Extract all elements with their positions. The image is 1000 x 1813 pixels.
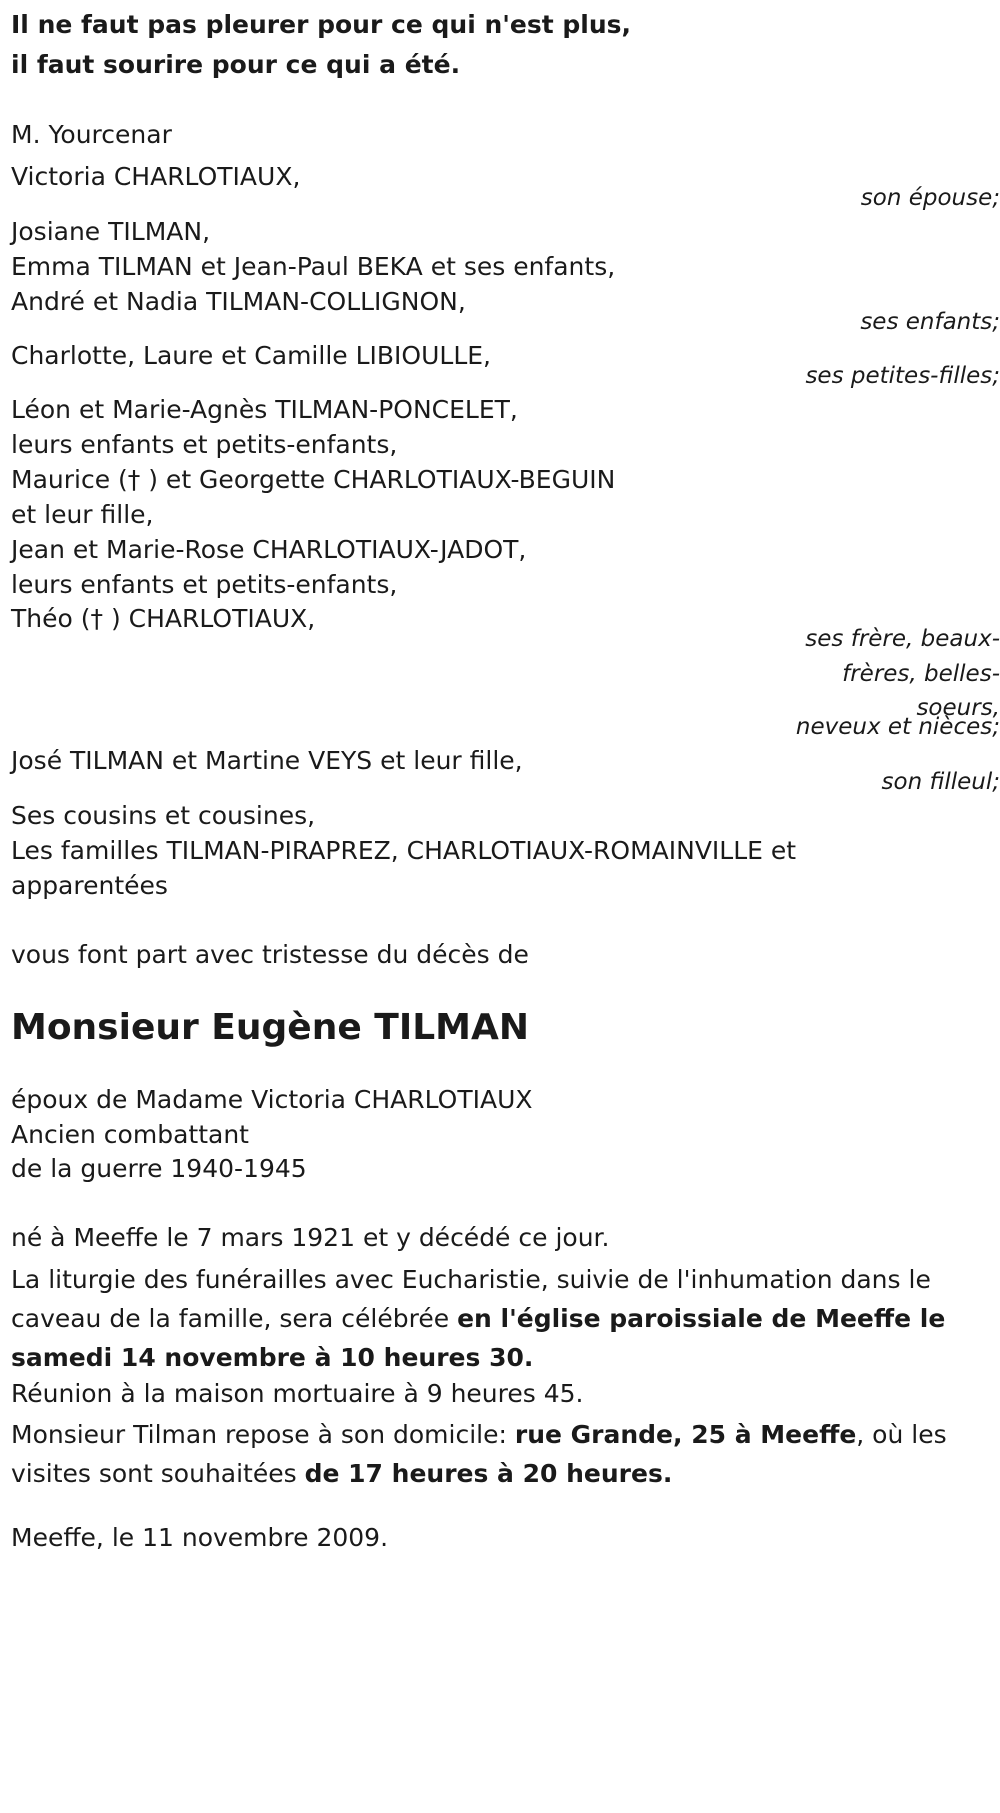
birth-death: né à Meeffe le 7 mars 1921 et y décédé ce jour. — [11, 1223, 610, 1252]
visits-address: rue Grande, 25 à Meeffe — [514, 1420, 857, 1449]
visits-hours: de 17 heures à 20 heures. — [304, 1459, 673, 1488]
epigraph-line-1: Il ne faut pas pleurer pour ce qui n'est plus, — [11, 10, 632, 39]
children-role: ses enfants; — [860, 309, 1000, 335]
spouse-role: son épouse; — [860, 185, 1000, 211]
sibling-line-3: Maurice († ) et Georgette CHARLOTIAUX-BEGUIN — [11, 465, 616, 494]
sibling-line-1: Léon et Marie-Agnès TILMAN-PONCELET, — [11, 395, 518, 424]
liturgy-paragraph — [11, 1260, 996, 1377]
siblings-role-1: ses frère, beaux- — [805, 626, 1000, 652]
spouse-name: Victoria CHARLOTIAUX, — [11, 162, 301, 191]
liturgy-text: La liturgie des funérailles avec Eucharistie, suivie de l'inhumation dans le caveau de la famille, sera célébrée — [11, 1265, 931, 1333]
granddaughters-role: ses petites-filles; — [805, 363, 1000, 389]
place-date: Meeffe, le 11 novembre 2009. — [11, 1523, 389, 1552]
granddaughters-names: Charlotte, Laure et Camille LIBIOULLE, — [11, 341, 491, 370]
deceased-detail-3: de la guerre 1940-1945 — [11, 1154, 307, 1183]
visits-paragraph — [11, 1415, 996, 1493]
godson-names: José TILMAN et Martine VEYS et leur fille, — [11, 746, 523, 775]
reunion: Réunion à la maison mortuaire à 9 heures 45. — [11, 1379, 584, 1408]
siblings-role-3: soeurs, — [916, 695, 1000, 721]
liturgy-location-time: en l'église paroissiale de Meeffe le samedi 14 novembre à 10 heures 30. — [11, 1304, 946, 1372]
child-2: Emma TILMAN et Jean-Paul BEKA et ses enfants, — [11, 252, 616, 281]
deceased-detail-2: Ancien combattant — [11, 1120, 249, 1149]
deceased-detail-1: époux de Madame Victoria CHARLOTIAUX — [11, 1085, 533, 1114]
epigraph-author: M. Yourcenar — [11, 120, 172, 149]
sibling-line-2: leurs enfants et petits-enfants, — [11, 430, 398, 459]
others-line-1: Ses cousins et cousines, — [11, 801, 316, 830]
siblings-role-2: frères, belles- — [842, 661, 1000, 687]
sibling-line-6: leurs enfants et petits-enfants, — [11, 570, 398, 599]
deceased-name: Monsieur Eugène TILMAN — [11, 1007, 529, 1048]
child-1: Josiane TILMAN, — [11, 217, 211, 246]
announcement: vous font part avec tristesse du décès de — [11, 940, 529, 969]
godson-role: son filleul; — [881, 769, 1000, 795]
epigraph-line-2: il faut sourire pour ce qui a été. — [11, 50, 461, 79]
child-3: André et Nadia TILMAN-COLLIGNON, — [11, 287, 466, 316]
others-line-2: Les familles TILMAN-PIRAPREZ, CHARLOTIAUX-ROMAINVILLE et — [11, 836, 797, 865]
sibling-line-7: Théo († ) CHARLOTIAUX, — [11, 604, 316, 633]
others-line-3: apparentées — [11, 871, 168, 900]
visits-text-1: Monsieur Tilman repose à son domicile: — [11, 1420, 515, 1449]
sibling-line-5: Jean et Marie-Rose CHARLOTIAUX-JADOT, — [11, 535, 527, 564]
visits-text-2: , où les visites sont souhaitées — [11, 1420, 947, 1488]
siblings-role-4: neveux et nièces; — [795, 714, 1000, 740]
sibling-line-4: et leur fille, — [11, 500, 154, 529]
